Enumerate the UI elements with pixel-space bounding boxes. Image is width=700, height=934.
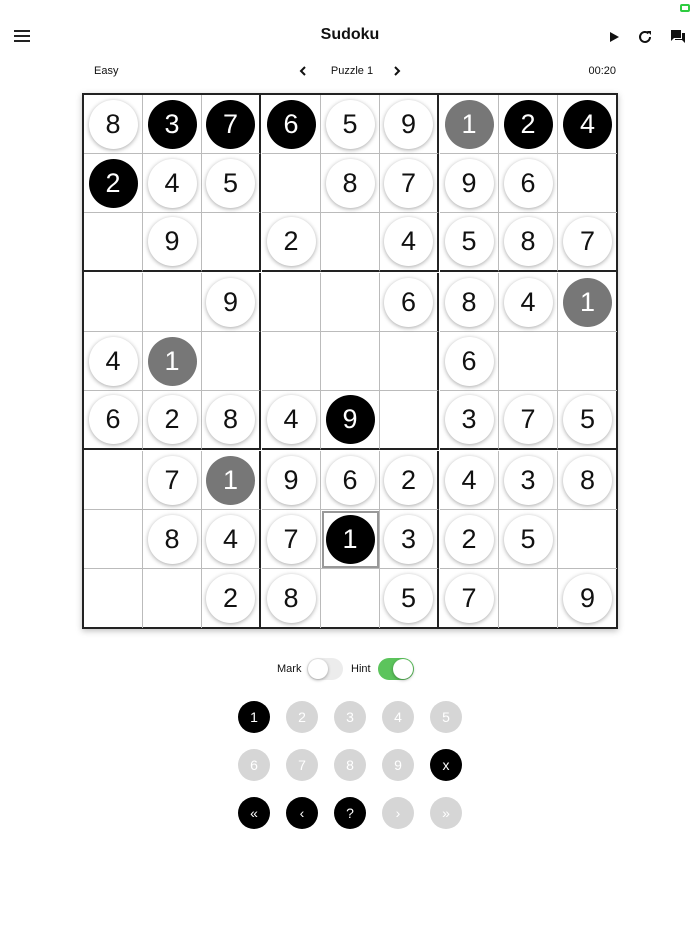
cell-value: 6 [445,337,494,386]
board-cell-r9c9[interactable] [558,569,617,628]
next-step-button[interactable]: › [382,797,414,829]
board-cell-r3c1[interactable] [84,213,143,272]
digit-5-button[interactable]: 5 [430,701,462,733]
board-cell-r9c4[interactable] [262,569,321,628]
board-cell-r6c4[interactable] [262,391,321,450]
board-cell-r9c5[interactable] [321,569,380,628]
cell-value: 6 [384,278,433,327]
difficulty-label[interactable]: Easy [94,65,119,77]
cell-value: 2 [148,395,197,444]
cell-value: 9 [384,100,433,149]
previous-step-button[interactable]: ‹ [286,797,318,829]
cell-value: 9 [326,395,375,444]
board-cell-r5c9[interactable] [558,332,617,391]
mark-label: Mark [277,663,302,675]
board-cell-r7c6[interactable] [380,451,439,510]
hint-label: Hint [351,663,371,675]
cell-value: 3 [384,515,433,564]
board-cell-r6c2[interactable] [143,391,202,450]
cell-value: 3 [504,456,553,505]
cell-value: 7 [148,456,197,505]
cell-value: 4 [563,100,612,149]
board-cell-r8c1[interactable] [84,510,143,569]
board-cell-r2c5[interactable] [321,154,380,213]
board-cell-r4c9[interactable] [558,273,617,332]
board-cell-r2c1[interactable] [84,154,143,213]
board-cell-r8c5[interactable] [321,510,380,569]
board-cell-r8c4[interactable] [262,510,321,569]
board-cell-r1c2[interactable] [143,95,202,154]
digit-2-button[interactable]: 2 [286,701,318,733]
cell-value: 2 [445,515,494,564]
chat-icon[interactable] [668,27,688,47]
board-cell-r9c1[interactable] [84,569,143,628]
board-cell-r8c9[interactable] [558,510,617,569]
cell-value: 5 [563,395,612,444]
board-cell-r2c8[interactable] [499,154,558,213]
board-cell-r2c2[interactable] [143,154,202,213]
cell-value: 9 [563,574,612,623]
board-cell-r1c1[interactable] [84,95,143,154]
toggle-bar [0,657,700,681]
board-cell-r3c5[interactable] [321,213,380,272]
board-cell-r7c5[interactable] [321,451,380,510]
cell-value: 1 [148,337,197,386]
board-cell-r5c1[interactable] [84,332,143,391]
board-cell-r8c3[interactable] [202,510,261,569]
board-cell-r2c7[interactable] [440,154,499,213]
cell-value: 4 [504,278,553,327]
cell-value: 4 [148,159,197,208]
board-cell-r3c9[interactable] [558,213,617,272]
cell-value: 7 [267,515,316,564]
board-cell-r7c3[interactable] [202,451,261,510]
board-cell-r7c2[interactable] [143,451,202,510]
digit-8-button[interactable]: 8 [334,749,366,781]
cell-value: 2 [267,217,316,266]
cell-value: 6 [267,100,316,149]
cell-value: 3 [148,100,197,149]
cell-value: 8 [563,456,612,505]
cell-value: 2 [504,100,553,149]
board-cell-r3c6[interactable] [380,213,439,272]
cell-value: 7 [563,217,612,266]
cell-value: 2 [206,574,255,623]
board-cell-r5c5[interactable] [321,332,380,391]
digit-7-button[interactable]: 7 [286,749,318,781]
board-cell-r5c7[interactable] [440,332,499,391]
first-step-button[interactable]: « [238,797,270,829]
board-cell-r4c3[interactable] [202,273,261,332]
board-cell-r3c4[interactable] [262,213,321,272]
cell-value: 7 [445,574,494,623]
cell-value: 7 [206,100,255,149]
board-cell-r5c2[interactable] [143,332,202,391]
board-cell-r6c9[interactable] [558,391,617,450]
board-cell-r4c6[interactable] [380,273,439,332]
board-cell-r5c6[interactable] [380,332,439,391]
cell-value: 8 [267,574,316,623]
board-cell-r7c7[interactable] [440,451,499,510]
toggle-knob [308,659,328,679]
cell-value: 6 [326,456,375,505]
play-icon[interactable] [604,27,624,47]
chevron-right-icon [393,66,401,76]
cell-value: 6 [89,395,138,444]
mark-toggle[interactable] [307,658,343,680]
digit-9-button[interactable]: 9 [382,749,414,781]
last-step-button[interactable]: » [430,797,462,829]
board-cell-r4c5[interactable] [321,273,380,332]
cell-value: 9 [206,278,255,327]
cell-value: 4 [89,337,138,386]
board-cell-r5c8[interactable] [499,332,558,391]
digit-3-button[interactable]: 3 [334,701,366,733]
board-cell-r5c3[interactable] [202,332,261,391]
previous-puzzle-button[interactable] [296,63,310,79]
cell-value: 1 [326,515,375,564]
timer: 00:20 [588,65,616,77]
cell-value: 1 [445,100,494,149]
hint-toggle[interactable] [378,658,414,680]
board-cell-r1c4[interactable] [262,95,321,154]
board-cell-r6c5[interactable] [321,391,380,450]
board-cell-r5c4[interactable] [262,332,321,391]
cell-value: 4 [206,515,255,564]
board-cell-r8c2[interactable] [143,510,202,569]
board-cell-r3c7[interactable] [440,213,499,272]
cell-value: 8 [504,217,553,266]
cell-value: 4 [384,217,433,266]
next-puzzle-button[interactable] [390,63,404,79]
board-cell-r7c4[interactable] [262,451,321,510]
board-cell-r4c2[interactable] [143,273,202,332]
help-button[interactable]: ? [334,797,366,829]
digit-4-button[interactable]: 4 [382,701,414,733]
board-cell-r4c1[interactable] [84,273,143,332]
board-cell-r7c8[interactable] [499,451,558,510]
board-cell-r7c1[interactable] [84,451,143,510]
cell-value: 5 [445,217,494,266]
board-cell-r6c6[interactable] [380,391,439,450]
board-cell-r8c7[interactable] [440,510,499,569]
board-cell-r9c3[interactable] [202,569,261,628]
digit-1-button[interactable]: 1 [238,701,270,733]
cell-value: 8 [206,395,255,444]
board-cell-r6c7[interactable] [440,391,499,450]
cell-value: 5 [326,100,375,149]
digit-6-button[interactable]: 6 [238,749,270,781]
board-cell-r9c8[interactable] [499,569,558,628]
board-cell-r6c8[interactable] [499,391,558,450]
cell-value: 8 [326,159,375,208]
cell-value: 7 [504,395,553,444]
refresh-icon[interactable] [635,27,655,47]
board-cell-r2c9[interactable] [558,154,617,213]
board-cell-r4c4[interactable] [262,273,321,332]
board-cell-r3c3[interactable] [202,213,261,272]
board-cell-r4c8[interactable] [499,273,558,332]
cell-value: 3 [445,395,494,444]
toggle-knob [393,659,413,679]
board-cell-r1c9[interactable] [558,95,617,154]
cell-value: 9 [445,159,494,208]
cell-value: 2 [384,456,433,505]
board-cell-r7c9[interactable] [558,451,617,510]
board-cell-r6c3[interactable] [202,391,261,450]
board-cell-r1c5[interactable] [321,95,380,154]
cell-value: 8 [89,100,138,149]
cell-value: 5 [504,515,553,564]
cell-value: 8 [148,515,197,564]
chevron-left-icon [299,66,307,76]
board-cell-r9c7[interactable] [440,569,499,628]
cell-value: 1 [206,456,255,505]
cell-value: 9 [267,456,316,505]
board-cell-r2c6[interactable] [380,154,439,213]
board-cell-r1c7[interactable] [440,95,499,154]
cell-value: 6 [504,159,553,208]
board-cell-r4c7[interactable] [440,273,499,332]
board-cell-r8c6[interactable] [380,510,439,569]
cell-value: 5 [384,574,433,623]
cell-value: 2 [89,159,138,208]
board-cell-r6c1[interactable] [84,391,143,450]
cell-value: 9 [148,217,197,266]
app-header [0,0,700,70]
puzzle-label: Puzzle 1 [330,65,374,77]
board-cell-r3c2[interactable] [143,213,202,272]
board-cell-r2c3[interactable] [202,154,261,213]
cell-value: 5 [206,159,255,208]
board-cell-r1c3[interactable] [202,95,261,154]
board-cell-r1c6[interactable] [380,95,439,154]
cell-value: 4 [445,456,494,505]
board-cell-r3c8[interactable] [499,213,558,272]
cell-value: 7 [384,159,433,208]
board-cell-r9c6[interactable] [380,569,439,628]
board-cell-r8c8[interactable] [499,510,558,569]
sudoku-board [82,93,618,629]
cell-value: 8 [445,278,494,327]
board-cell-r9c2[interactable] [143,569,202,628]
puzzle-bar [84,62,618,80]
board-cell-r2c4[interactable] [262,154,321,213]
board-cell-r1c8[interactable] [499,95,558,154]
clear-button[interactable]: x [430,749,462,781]
cell-value: 4 [267,395,316,444]
cell-value: 1 [563,278,612,327]
app-title: Sudoku [320,26,380,43]
